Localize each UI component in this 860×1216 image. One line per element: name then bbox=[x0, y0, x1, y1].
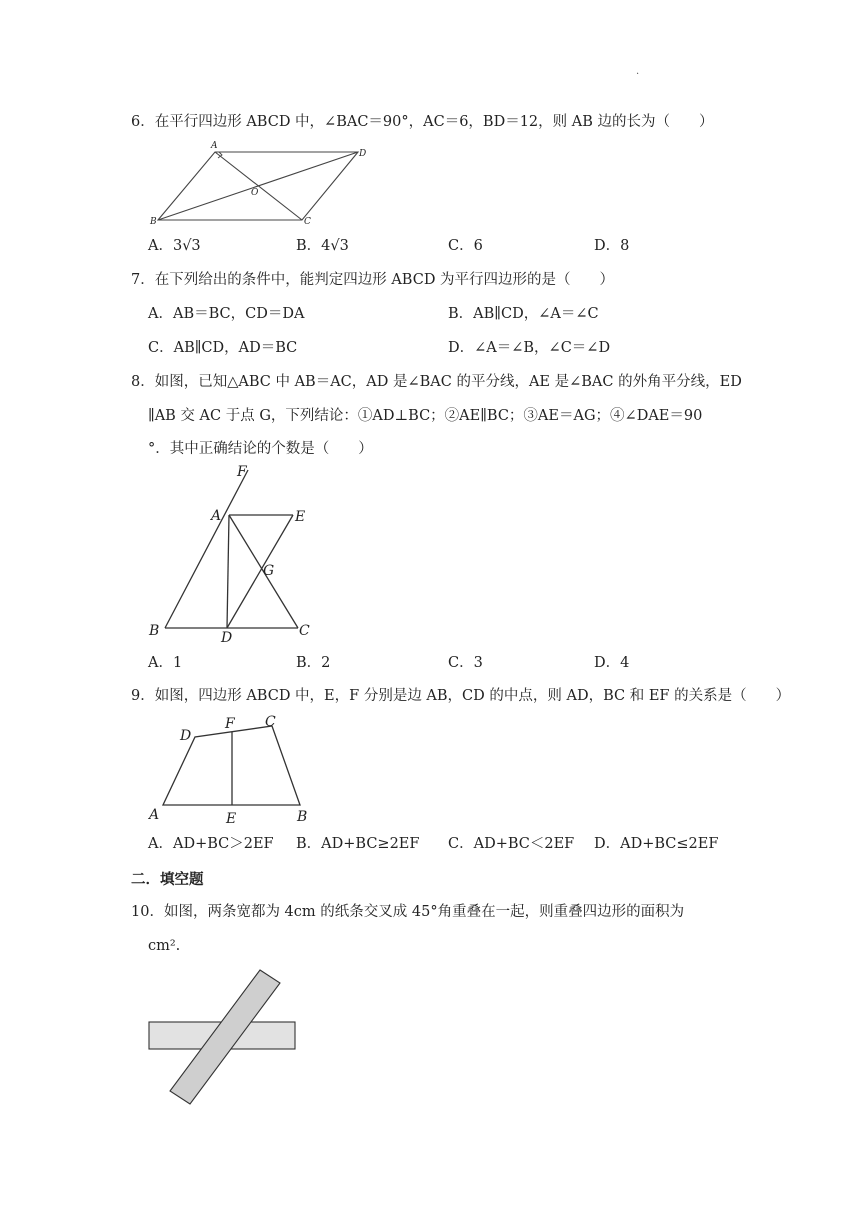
question-10-line-1: 10．如图，两条宽都为 4cm 的纸条交叉成 45°角重叠在一起，则重叠四边形的面积为 bbox=[131, 904, 685, 920]
question-10-figure bbox=[145, 965, 305, 1110]
q7-option-b[interactable]: B．AB∥CD，∠A＝∠C bbox=[448, 306, 599, 322]
label-c: C bbox=[299, 623, 310, 639]
segment-ed bbox=[227, 515, 293, 628]
segment-ad bbox=[227, 515, 229, 628]
q6-option-c[interactable]: C．6 bbox=[448, 238, 483, 254]
q6-option-d[interactable]: D．8 bbox=[594, 238, 630, 254]
label-g: G bbox=[263, 563, 275, 579]
label-f: F bbox=[237, 464, 247, 480]
question-6-figure bbox=[140, 138, 380, 233]
question-9-figure bbox=[145, 710, 325, 828]
q7-option-a[interactable]: A．AB＝BC，CD＝DA bbox=[148, 306, 305, 322]
q9-option-c[interactable]: C．AD+BC＜2EF bbox=[448, 836, 575, 852]
label-c: C bbox=[265, 714, 276, 730]
question-8-line-2: ∥AB 交 AC 于点 G，下列结论：①AD⊥BC；②AE∥BC；③AE＝AG；④∠DAE＝90 bbox=[148, 408, 703, 424]
label-b: B bbox=[150, 217, 157, 227]
question-8-figure bbox=[145, 462, 325, 647]
q9-option-d[interactable]: D．AD+BC≤2EF bbox=[594, 836, 719, 852]
label-c: C bbox=[304, 217, 311, 227]
label-d: D bbox=[221, 630, 233, 646]
question-9-text: 9．如图，四边形 ABCD 中，E，F 分别是边 AB，CD 的中点，则 AD，BC 和 EF 的关系是（ ） bbox=[131, 688, 791, 704]
label-b: B bbox=[297, 809, 308, 825]
line-bf bbox=[165, 470, 248, 628]
label-e: E bbox=[295, 509, 306, 525]
label-e: E bbox=[226, 811, 237, 827]
question-8-line-1: 8．如图，已知△ABC 中 AB＝AC，AD 是∠BAC 的平分线，AE 是∠BAC 的外角平分线，ED bbox=[131, 374, 742, 390]
label-a: A bbox=[149, 807, 160, 823]
question-7-text: 7．在下列给出的条件中，能判定四边形 ABCD 为平行四边形的是（ ） bbox=[131, 272, 615, 288]
label-o: O bbox=[251, 188, 259, 198]
question-8-line-3: °．其中正确结论的个数是（ ） bbox=[148, 441, 373, 457]
q9-option-a[interactable]: A．AD+BC＞2EF bbox=[148, 836, 274, 852]
diagonal-bd bbox=[158, 152, 358, 220]
label-a: A bbox=[211, 141, 218, 151]
header-dot: . bbox=[636, 66, 640, 77]
label-a: A bbox=[211, 508, 222, 524]
label-b: B bbox=[149, 623, 160, 639]
label-d: D bbox=[180, 728, 192, 744]
label-d: D bbox=[359, 149, 367, 159]
q8-option-d[interactable]: D．4 bbox=[594, 655, 630, 671]
q9-option-b[interactable]: B．AD+BC≥2EF bbox=[296, 836, 420, 852]
q8-option-c[interactable]: C．3 bbox=[448, 655, 483, 671]
section-2-title: 二．填空题 bbox=[131, 872, 204, 888]
question-6-text: 6．在平行四边形 ABCD 中，∠BAC＝90°，AC＝6，BD＝12，则 AB 边的长为（ ） bbox=[131, 114, 714, 130]
q8-option-a[interactable]: A．1 bbox=[148, 655, 183, 671]
q7-option-c[interactable]: C．AB∥CD，AD＝BC bbox=[148, 340, 298, 356]
q8-option-b[interactable]: B．2 bbox=[296, 655, 331, 671]
q7-option-d[interactable]: D．∠A＝∠B，∠C＝∠D bbox=[448, 340, 611, 356]
q6-option-a[interactable]: A．3√3 bbox=[148, 238, 201, 254]
q6-option-b[interactable]: B．4√3 bbox=[296, 238, 349, 254]
label-f: F bbox=[225, 716, 235, 732]
question-10-line-2: cm². bbox=[148, 938, 181, 954]
